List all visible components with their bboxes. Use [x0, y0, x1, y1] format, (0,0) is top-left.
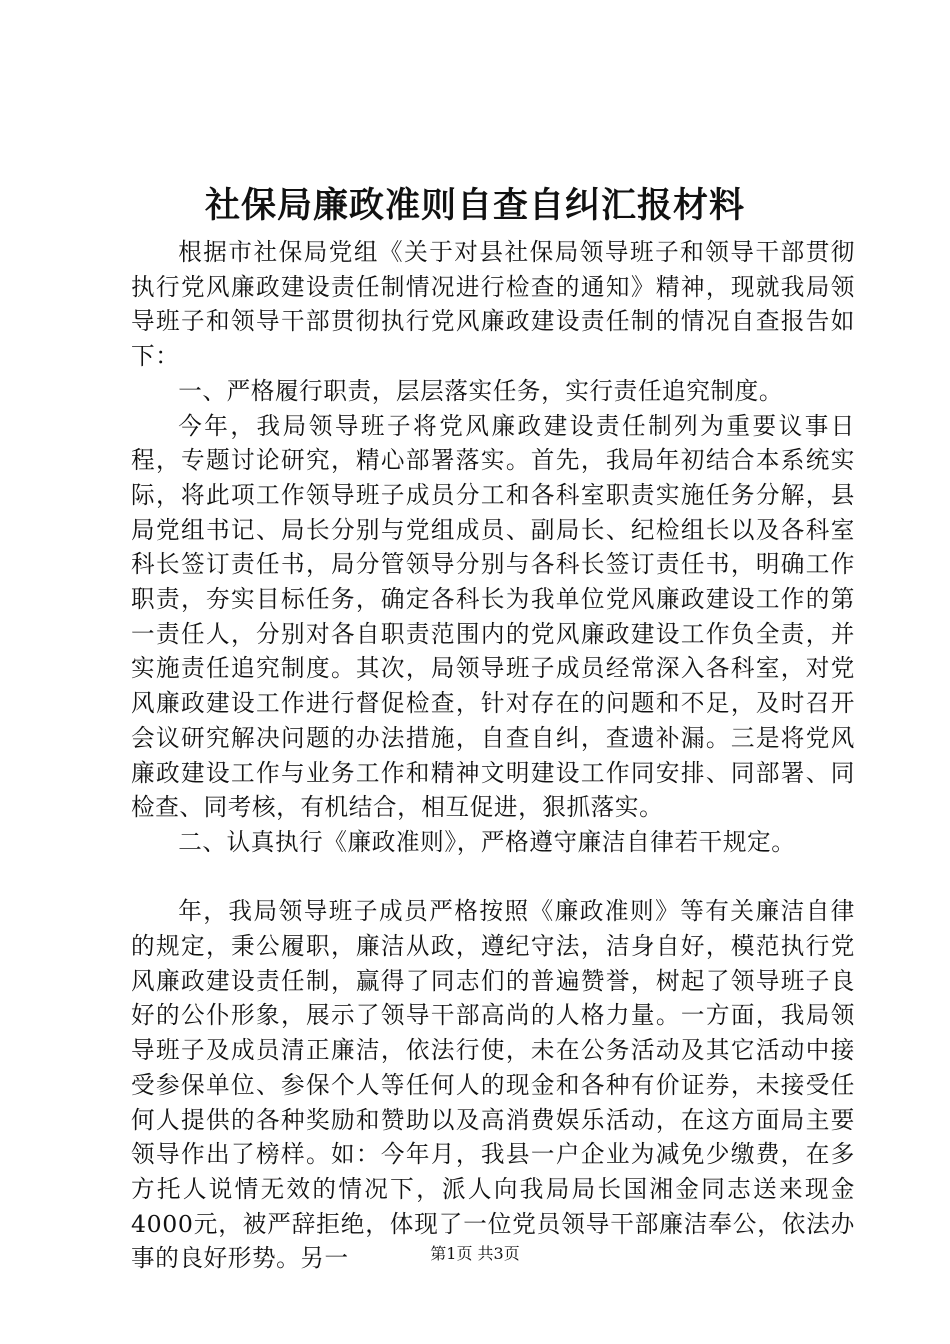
section-heading-1: 一、严格履行职责，层层落实任务，实行责任追究制度。: [178, 376, 784, 405]
page-footer: 第1页 共3页: [430, 1244, 520, 1263]
section-heading-2: 二、认真执行《廉政准则》，严格遵守廉洁自律若干规定。: [178, 827, 796, 856]
paragraph-intro: 根据市社保局党组《关于对县社保局领导班子和领导干部贯彻执行党风廉政建设责任制情况进行检查的通知》精神，现就我局领导班子和领导干部贯彻执行党风廉政建设责任制的情况自查报告如下：: [131, 238, 855, 371]
paragraph-section-1: 今年，我局领导班子将党风廉政建设责任制列为重要议事日程，专题讨论研究，精心部署落实。首先，我局年初结合本系统实际，将此项工作领导班子成员分工和各科室职责实施任务分解，县局党组书记、局长分别与党组成员、副局长、纪检组长以及各科室科长签订责任书，局分管领导分别与各科长签订责任书，明确工作职责，夯实目标任务，确定各科长为我单位党风廉政建设工作的第一责任人，分别对各自职责范围内的党风廉政建设工作负全责，并实施责任追究制度。其次，局领导班子成员经常深入各科室，对党风廉政建设工作进行督促检查，针对存在的问题和不足，及时召开会议研究解决问题的办法措施，自查自纠，查遗补漏。三是将党风廉政建设工作与业务工作和精神文明建设工作同安排、同部署、同检查、同考核，有机结合，相互促进，狠抓落实。: [131, 411, 855, 822]
paragraph-section-2: 年，我局领导班子成员严格按照《廉政准则》等有关廉洁自律的规定，秉公履职，廉洁从政，遵纪守法，洁身自好，模范执行党风廉政建设责任制，赢得了同志们的普遍赞誉，树起了领导班子良好的公仆形象，展示了领导干部高尚的人格力量。一方面，我局领导班子及成员清正廉洁，依法行使，未在公务活动及其它活动中接受参保单位、参保个人等任何人的现金和各种有价证券，未接受任何人提供的各种奖励和赞助以及高消费娱乐活动，在这方面局主要领导作出了榜样。如：今年月，我县一户企业为减免少缴费，在多方托人说情无效的情况下，派人向我局局长国湘金同志送来现金4000元，被严辞拒绝，体现了一位党员领导干部廉洁奉公，依法办事的良好形势。另一: [131, 897, 855, 1273]
document-title: 社保局廉政准则自查自纠汇报材料: [204, 185, 745, 226]
document-body: [131, 235, 855, 1276]
